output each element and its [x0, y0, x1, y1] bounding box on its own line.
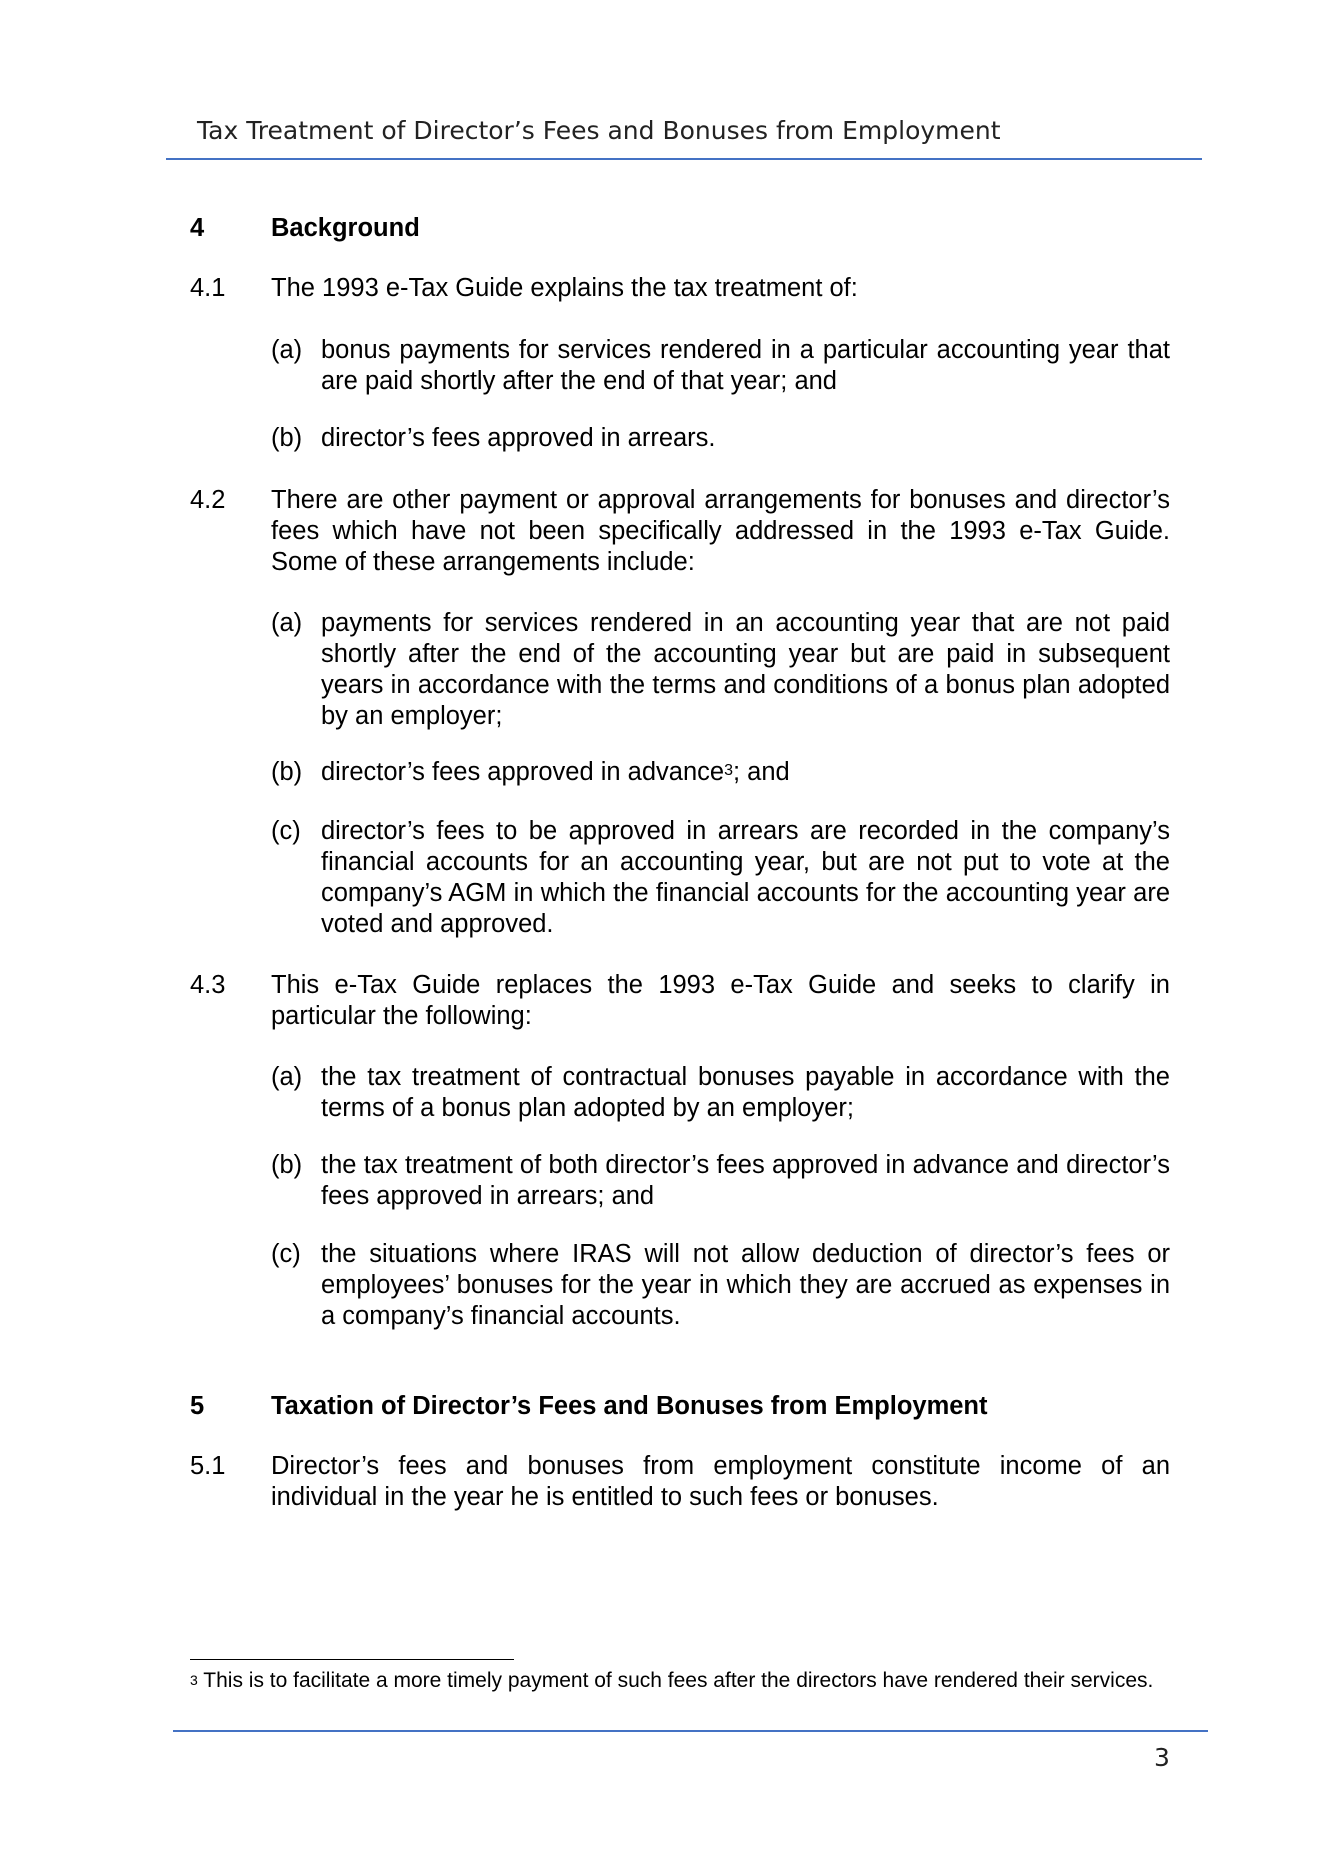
- page-header-title: Tax Treatment of Director’s Fees and Bonuses from Employment: [197, 116, 1001, 145]
- list-item-label: (b): [271, 424, 303, 452]
- list-item-text: director’s fees approved in arrears.: [321, 424, 716, 452]
- paragraph-number: 4.1: [190, 274, 226, 302]
- list-item-text: the tax treatment of contractual bonuses payable in accordance with the terms of a bonus plan adopted by an employer;: [321, 1063, 1170, 1122]
- section-title: Background: [271, 214, 420, 242]
- list-item: [271, 1062, 1170, 1124]
- list-item-label: (a): [271, 1063, 303, 1091]
- list-item-text: payments for services rendered in an accounting year that are not paid shortly after the end of the accounting year but are paid in subsequent years in accordance with the terms and conditions of a bonus plan adopted by an employer;: [321, 609, 1170, 730]
- section-number: 5: [190, 1392, 205, 1420]
- list-item-text: director’s fees to be approved in arrears are recorded in the company’s financial accounts for an accounting year, but are not put to vote at the company’s AGM in which the financial accounts for the accounting year are voted and approved.: [321, 817, 1170, 938]
- footnote-text: This is to facilitate a more timely payment of such fees after the directors have rendered their services.: [203, 1669, 1154, 1692]
- paragraph-number: 5.1: [190, 1452, 226, 1480]
- paragraph-number: 4.3: [190, 971, 226, 999]
- paragraph-text: The 1993 e-Tax Guide explains the tax treatment of:: [271, 274, 858, 302]
- list-item-label: (a): [271, 336, 303, 364]
- paragraph-text: There are other payment or approval arrangements for bonuses and director’s fees which have not been specifically addressed in the 1993 e-Tax Guide. Some of these arrangements include:: [271, 486, 1170, 576]
- list-item-text: the tax treatment of both director’s fees approved in advance and director’s fees approved in arrears; and: [321, 1151, 1170, 1210]
- list-item: [271, 757, 1170, 788]
- list-item-label: (c): [271, 1240, 301, 1268]
- list-item-text: [321, 757, 1170, 788]
- page-number: 3: [1154, 1743, 1170, 1772]
- list-item: [271, 335, 1170, 397]
- footnote-reference: 3: [724, 762, 733, 779]
- header-rule: [166, 158, 1202, 160]
- list-item: [271, 608, 1170, 732]
- footnote-marker: 3: [190, 1672, 198, 1688]
- list-item-text: the situations where IRAS will not allow deduction of director’s fees or employees’ bonuses for the year in which they are accrued as expenses in a company’s financial accounts.: [321, 1240, 1170, 1330]
- list-item-text-part: ; and: [732, 758, 790, 786]
- list-item: [271, 1239, 1170, 1332]
- section-title: Taxation of Director’s Fees and Bonuses from Employment: [271, 1392, 988, 1420]
- list-item-text: bonus payments for services rendered in a particular accounting year that are paid shortly after the end of that year; and: [321, 336, 1170, 395]
- list-item-label: (c): [271, 817, 301, 845]
- paragraph-number: 4.2: [190, 486, 226, 514]
- paragraph-text: This e-Tax Guide replaces the 1993 e-Tax Guide and seeks to clarify in particular the following:: [271, 971, 1170, 1030]
- list-item: [271, 423, 1170, 454]
- list-item: [271, 816, 1170, 940]
- list-item: [271, 1150, 1170, 1212]
- list-item-label: (b): [271, 1151, 303, 1179]
- list-item-label: (b): [271, 758, 303, 786]
- section-number: 4: [190, 214, 205, 242]
- footer-rule: [173, 1730, 1208, 1732]
- paragraph-text: Director’s fees and bonuses from employment constitute income of an individual in the year he is entitled to such fees or bonuses.: [271, 1452, 1170, 1511]
- footnote: [190, 1668, 1170, 1693]
- footnote-separator: [190, 1659, 514, 1660]
- list-item-text-part: director’s fees approved in advance: [321, 758, 725, 786]
- list-item-label: (a): [271, 609, 303, 637]
